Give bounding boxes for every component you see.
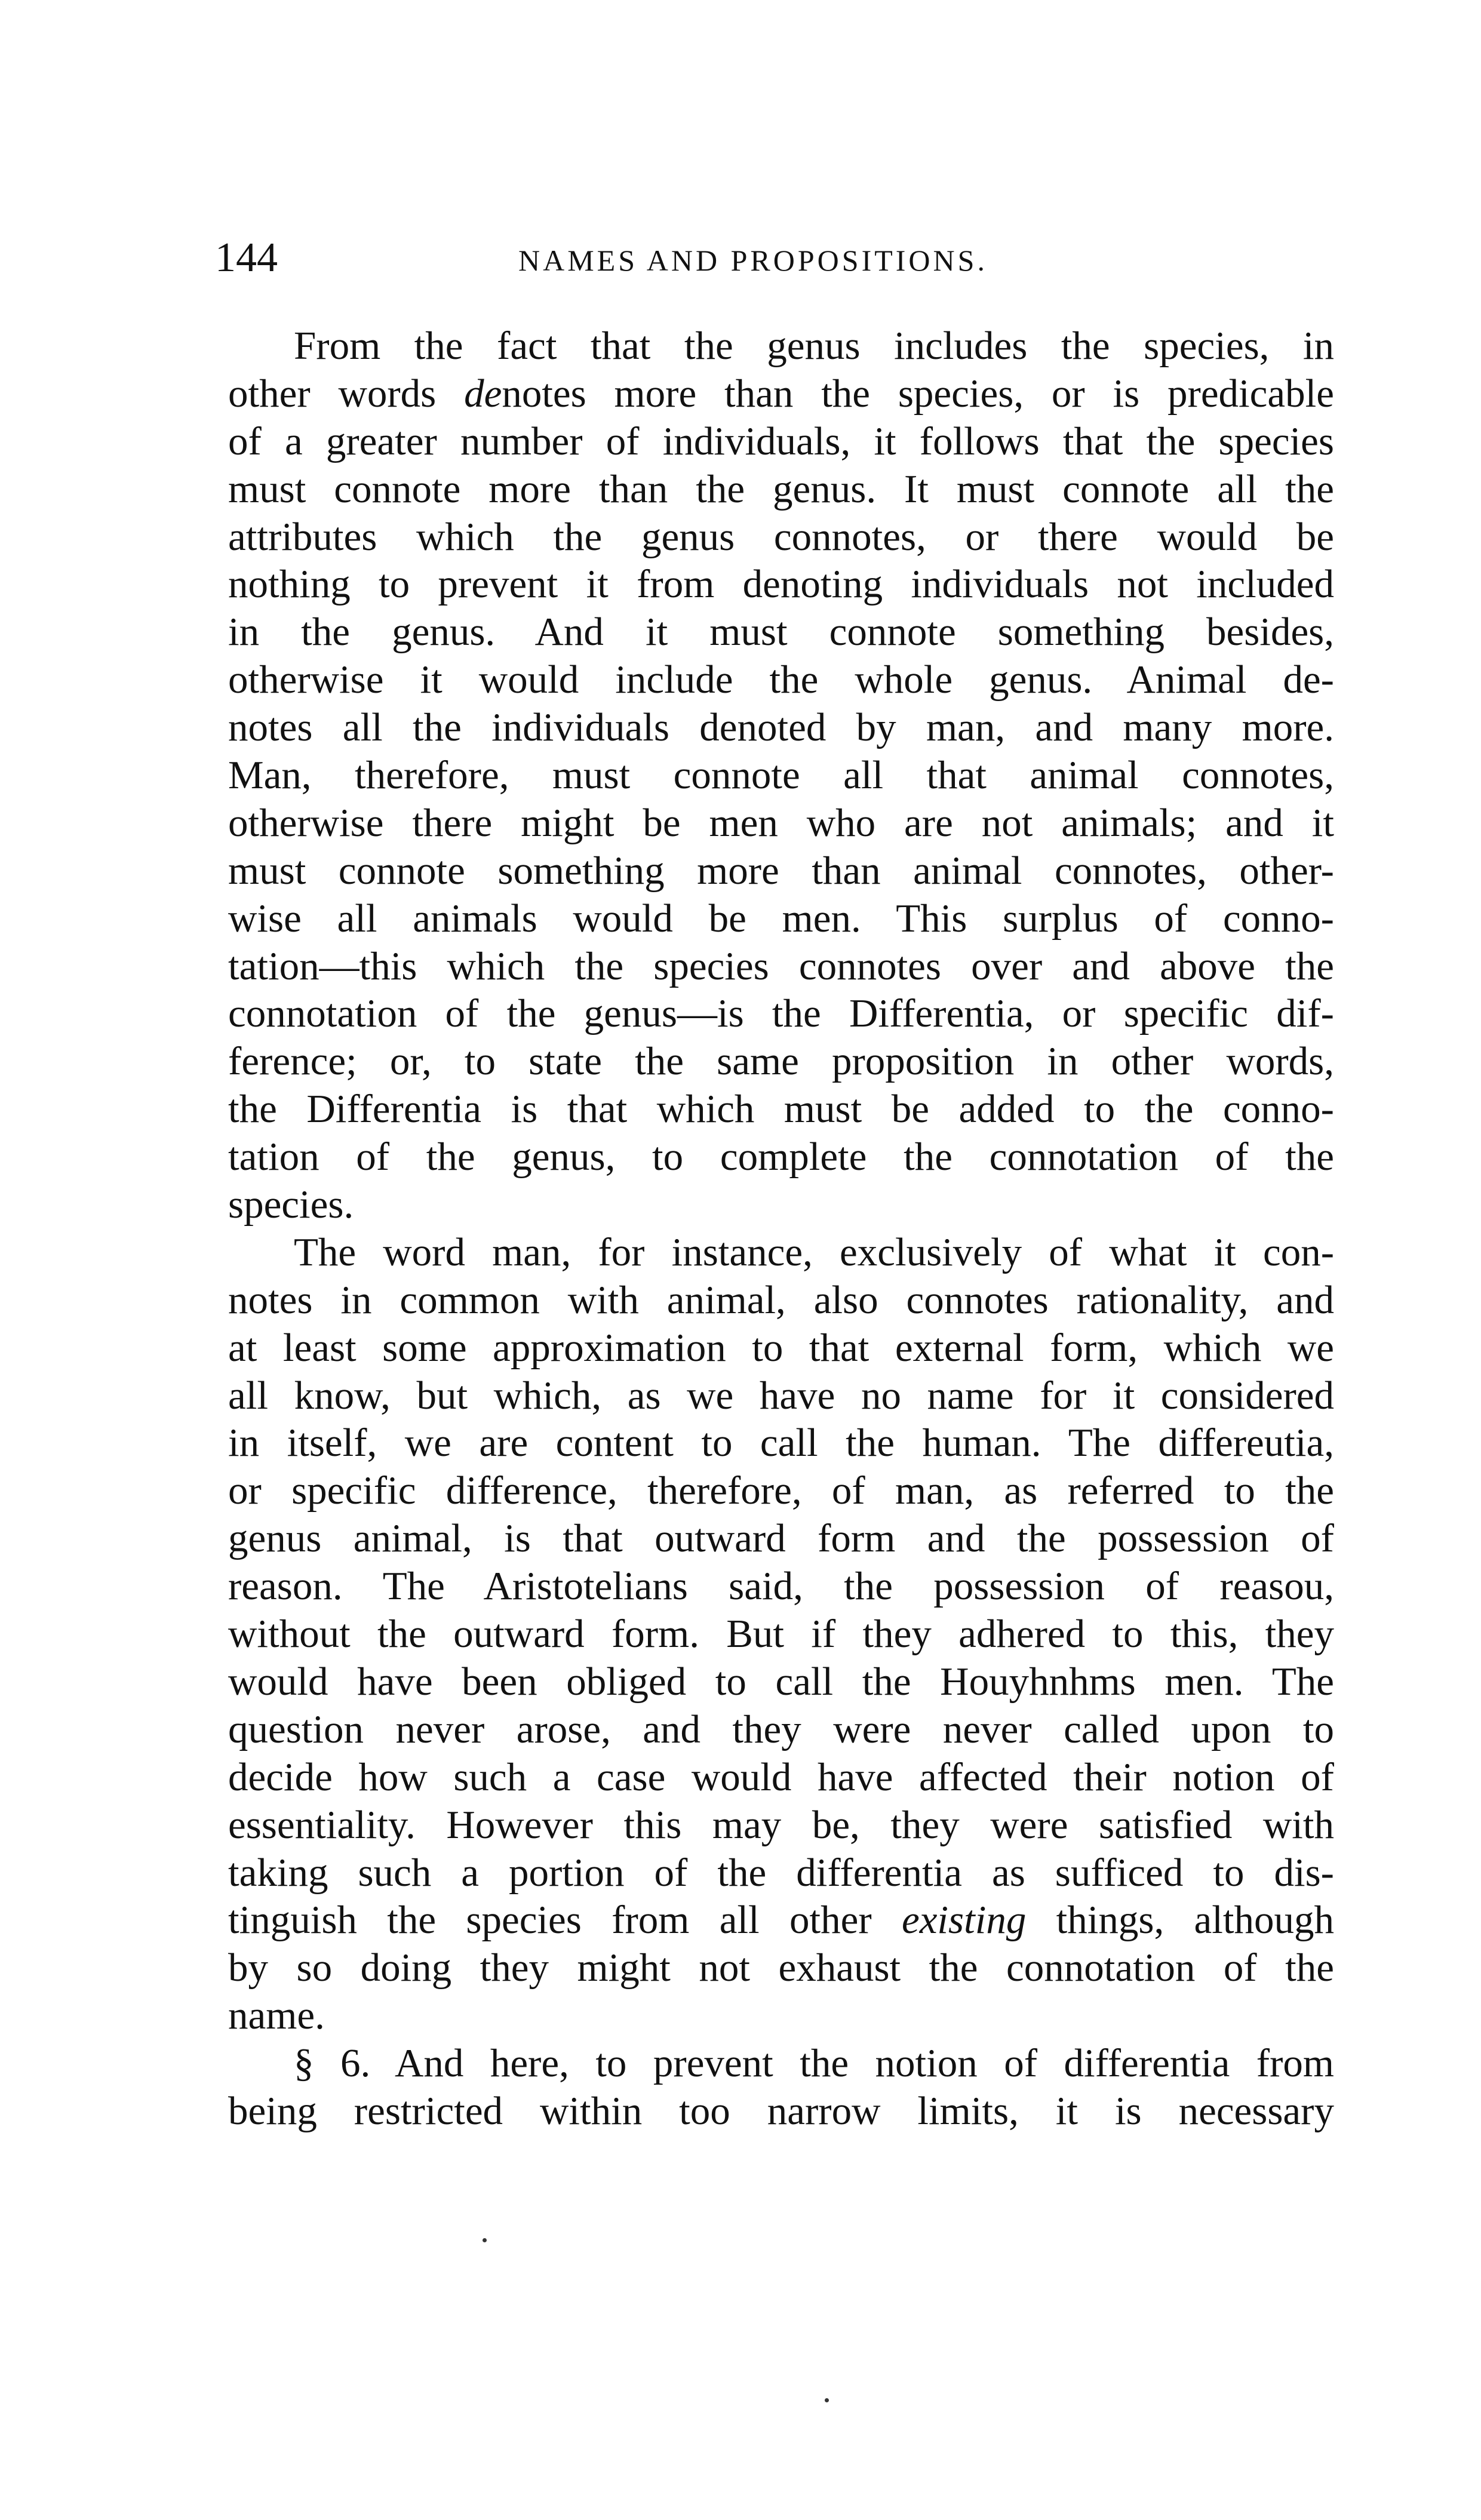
text-line: notes all the individuals denoted by man, and many more. <box>228 705 1334 750</box>
text-line: must connote more than the genus. It must connote all the <box>228 466 1334 511</box>
scan-speck <box>483 2238 487 2242</box>
paragraph <box>228 322 1334 1229</box>
text-line: attributes which the genus connotes, or there would be <box>228 514 1334 559</box>
body-text <box>228 322 1334 2135</box>
text-line: would have been obliged to call the Houyhnhms men. The <box>228 1659 1334 1704</box>
text-line: by so doing they might not exhaust the connotation of the <box>228 1946 1334 1990</box>
page-number: 144 <box>215 235 278 281</box>
text-segment: things, although <box>1026 1898 1334 1943</box>
text-segment: notes more than the species, or is predicable <box>502 371 1335 416</box>
scan-speck <box>825 2398 829 2402</box>
italic-text: existing <box>901 1898 1027 1943</box>
text-segment: other words <box>228 371 465 416</box>
text-line: decide how such a case would have affected their notion of <box>228 1754 1334 1799</box>
text-line: reason. The Aristotelians said, the possession of reasou, <box>228 1564 1334 1609</box>
text-line: ference; or, to state the same proposition in other words, <box>228 1039 1334 1084</box>
text-line: The word man, for instance, exclusively of what it con- <box>294 1230 1334 1274</box>
text-line: essentiality. However this may be, they were satisfied with <box>228 1802 1334 1847</box>
text-line: in the genus. And it must connote something besides, <box>228 610 1334 654</box>
italic-text: de <box>464 371 502 416</box>
text-line: otherwise it would include the whole genus. Animal de- <box>228 657 1334 702</box>
text-line: § 6. And here, to prevent the notion of differentia from <box>294 2041 1334 2086</box>
text-line: tation—this which the species connotes over and above the <box>228 944 1334 988</box>
text-line <box>228 1897 1334 1944</box>
text-line: in itself, we are content to call the human. The differeutia, <box>228 1421 1334 1465</box>
text-line: without the outward form. But if they adhered to this, they <box>228 1612 1334 1657</box>
text-line: must connote something more than animal connotes, other- <box>228 848 1334 893</box>
text-line: notes in common with animal, also connotes rationality, and <box>228 1277 1334 1322</box>
text-line: at least some approximation to that external form, which we <box>228 1325 1334 1370</box>
text-line: species. <box>228 1182 354 1227</box>
text-line: being restricted within too narrow limits, it is necessary <box>228 2088 1334 2133</box>
text-line <box>228 370 1334 418</box>
text-line: or specific difference, therefore, of man, as referred to the <box>228 1468 1334 1513</box>
text-line: From the fact that the genus includes the species, in <box>294 324 1334 368</box>
text-segment: tinguish the species from all other <box>228 1898 902 1943</box>
paragraph <box>228 2040 1334 2135</box>
text-line: all know, but which, as we have no name for it considered <box>228 1373 1334 1418</box>
text-line: tation of the genus, to complete the connotation of the <box>228 1135 1334 1179</box>
text-line: name. <box>228 1993 325 2038</box>
page-header <box>215 234 1338 282</box>
text-line: taking such a portion of the differentia as sufficed to dis- <box>228 1850 1334 1895</box>
text-line: connotation of the genus—is the Differentia, or specific dif- <box>228 991 1334 1036</box>
text-line: genus animal, is that outward form and the possession of <box>228 1516 1334 1561</box>
text-line: of a greater number of individuals, it follows that the species <box>228 419 1334 463</box>
text-line: question never arose, and they were never called upon to <box>228 1707 1334 1751</box>
text-line: otherwise there might be men who are not animals; and it <box>228 800 1334 845</box>
text-line: the Differentia is that which must be added to the conno- <box>228 1087 1334 1132</box>
running-title: NAMES AND PROPOSITIONS. <box>518 244 988 277</box>
text-line: Man, therefore, must connote all that animal connotes, <box>228 753 1334 798</box>
text-line: wise all animals would be men. This surplus of conno- <box>228 896 1334 941</box>
paragraph <box>228 1229 1334 2040</box>
text-line: nothing to prevent it from denoting individuals not included <box>228 562 1334 607</box>
